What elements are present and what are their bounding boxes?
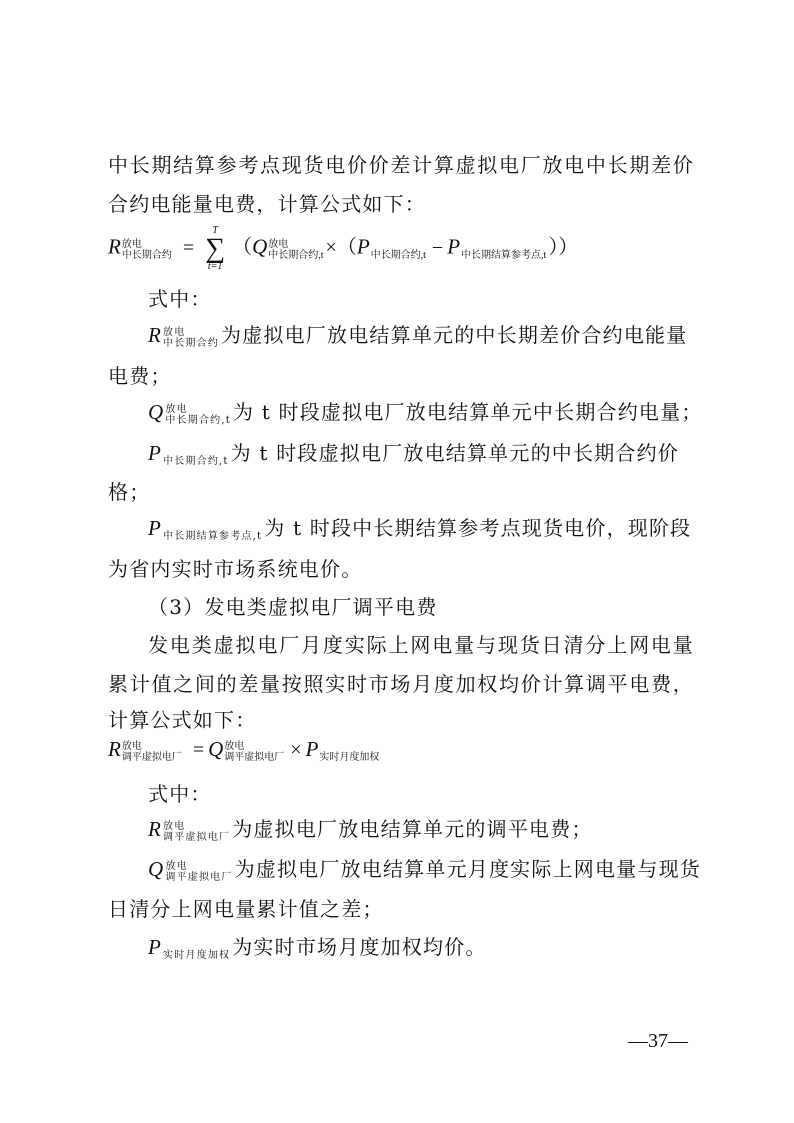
formula-paren: ））: [548, 236, 579, 259]
definition-line: 日清分上网电量累计值之差；: [108, 897, 384, 921]
formula-subscript: 实时月度加权: [319, 752, 380, 764]
formula-symbol: Q: [208, 737, 224, 761]
formula-superscript: 放电: [163, 820, 186, 832]
definition-line: 电费；: [108, 364, 172, 388]
formula-symbol: P: [447, 234, 461, 259]
formula-discharge-midlong: [108, 226, 578, 272]
paragraph-line: 计算公式如下：: [108, 708, 257, 732]
paragraph-line: 中长期结算参考点现货电价价差计算虚拟电厂放电中长期差价: [108, 153, 694, 177]
formula-paren: （: [232, 236, 253, 259]
definition-line: 为省内实时市场系统电价。: [108, 557, 363, 581]
formula-operator: ×: [325, 236, 337, 259]
formula-superscript: 放电: [121, 239, 142, 250]
formula-symbol: Q: [148, 400, 165, 424]
summation: [205, 226, 225, 272]
formula-symbol: Q: [252, 234, 268, 259]
formula-operator: ×: [290, 739, 302, 761]
definition-text: 为虚拟电厂放电结算单元的中长期差价合约电能量: [221, 323, 688, 347]
sum-lower-limit: t=1: [207, 261, 223, 272]
definition-text: 为 t 时段虚拟电厂放电结算单元的中长期合约价: [230, 441, 679, 465]
formula-symbol: R: [108, 234, 121, 259]
formula-symbol: P: [305, 737, 319, 761]
formula-subscript: 调平虚拟电厂: [224, 752, 285, 764]
formula-operator: =: [192, 739, 205, 761]
definition-line: [148, 440, 694, 466]
formula-subscript: 中长期合约: [163, 337, 220, 349]
formula-superscript: 放电: [165, 860, 188, 872]
definition-line: [148, 399, 703, 426]
definition-text: 为实时市场月度加权均价。: [232, 935, 487, 959]
formula-symbol: R: [148, 817, 163, 841]
definition-line: [148, 322, 694, 348]
definition-text: 为虚拟电厂放电结算单元的调平电费；: [232, 817, 593, 841]
formula-symbol: R: [108, 737, 121, 761]
formula-superscript: 放电: [224, 741, 245, 753]
formula-superscript: 放电: [163, 326, 186, 338]
formula-subscript: 调平虚拟电厂: [165, 871, 233, 883]
section-heading: （3）发电类虚拟电厂调平电费: [148, 595, 438, 619]
page-number: —37—: [628, 1030, 688, 1052]
formula-subscript: 中长期合约: [121, 250, 172, 261]
formula-subscript: 中长期合约,t: [163, 455, 229, 467]
where-label: 式中：: [148, 287, 212, 311]
formula-symbol: R: [148, 323, 163, 347]
paragraph-line: 合约电能量电费，计算公式如下：: [108, 192, 426, 216]
formula-symbol: P: [148, 935, 163, 959]
formula-operator: −: [431, 236, 444, 259]
paragraph-line: 发电类虚拟电厂月度实际上网电量与现货日清分上网电量: [148, 633, 694, 657]
definition-line: [148, 515, 694, 541]
formula-balancing-fee: [108, 734, 381, 765]
formula-symbol: Q: [148, 857, 165, 881]
formula-symbol: P: [148, 441, 163, 465]
definition-text: 为 t 时段虚拟电厂放电结算单元中长期合约电量；: [232, 400, 703, 424]
formula-subscript: 实时月度加权: [163, 949, 231, 961]
formula-paren: （: [336, 236, 357, 259]
formula-superscript: 放电: [268, 239, 289, 250]
sum-sign: ∑: [205, 233, 226, 264]
formula-subscript: 中长期结算参考点,t: [461, 250, 547, 261]
formula-superscript: 放电: [165, 403, 188, 415]
formula-symbol: P: [356, 234, 370, 259]
definition-text: 为虚拟电厂放电结算单元月度实际上网电量与现货: [234, 857, 701, 881]
definition-line: [148, 816, 694, 842]
formula-subscript: 调平虚拟电厂: [121, 752, 182, 764]
formula-subscript: 调平虚拟电厂: [163, 831, 231, 843]
formula-subscript: 中长期合约,t: [165, 414, 231, 426]
definition-line: [148, 934, 694, 960]
sum-upper-limit: T: [212, 225, 218, 236]
definition-text: 为 t 时段中长期结算参考点现货电价，现阶段: [264, 516, 692, 540]
formula-symbol: P: [148, 516, 163, 540]
where-label: 式中：: [148, 782, 212, 806]
formula-subscript: 中长期合约,t: [268, 250, 324, 261]
paragraph-line: 累计值之间的差量按照实时市场月度加权均价计算调平电费，: [108, 672, 694, 696]
definition-line: [148, 856, 701, 883]
formula-subscript: 中长期合约,t: [370, 250, 426, 261]
formula-superscript: 放电: [121, 741, 142, 753]
definition-line: 格；: [108, 480, 151, 504]
formula-subscript: 中长期结算参考点,t: [163, 530, 263, 542]
formula-operator: =: [182, 236, 195, 259]
